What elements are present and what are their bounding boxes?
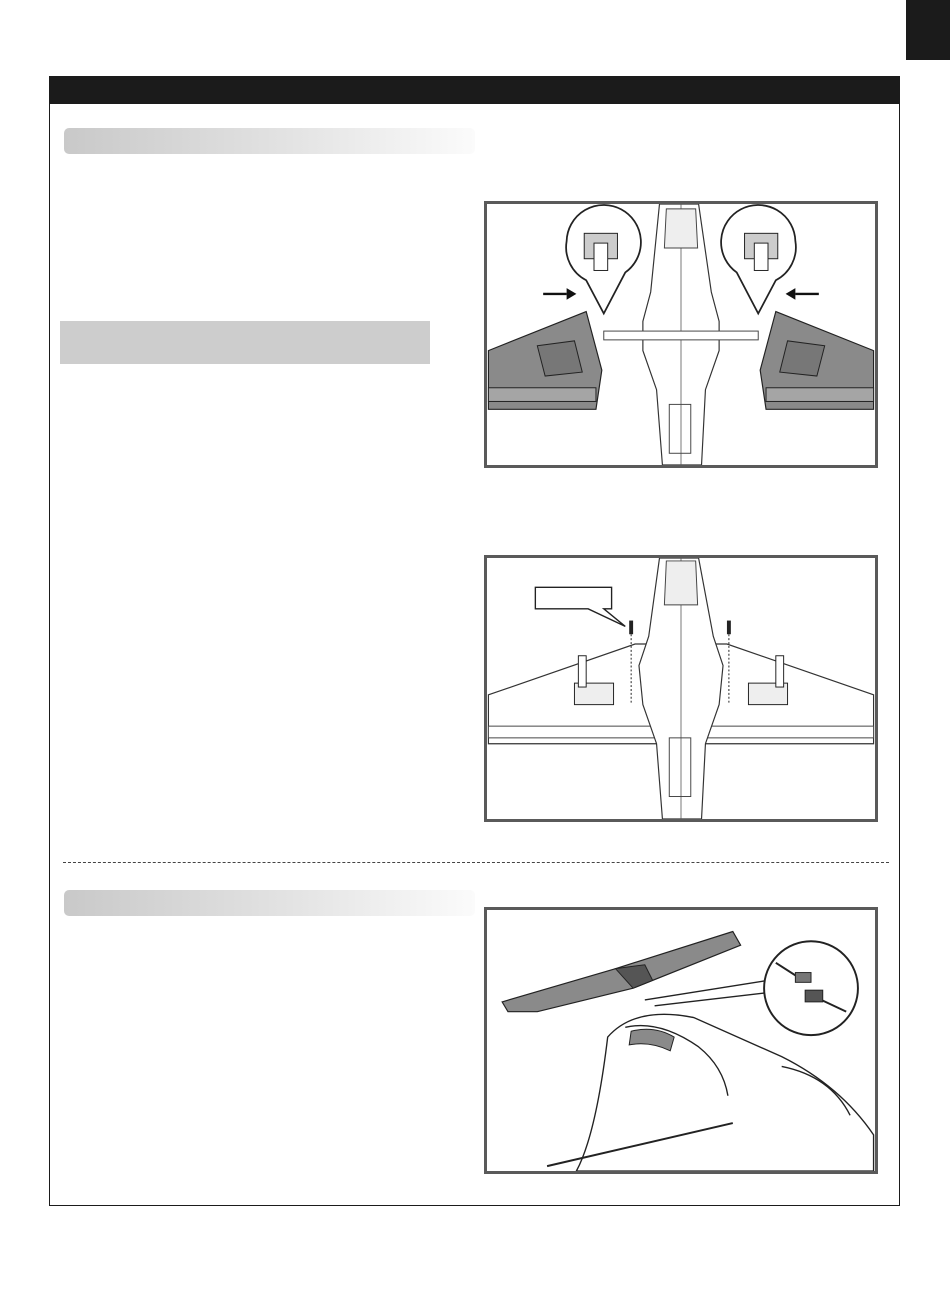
figure-wing-connector xyxy=(484,907,878,1174)
figure-wing-install xyxy=(484,201,878,468)
wing-connector-illustration xyxy=(487,910,875,1171)
figure-wing-screws xyxy=(484,555,878,822)
wing-screws-illustration xyxy=(487,558,875,819)
section-header-bar xyxy=(49,76,900,104)
note-box xyxy=(60,321,430,364)
arrow-left-icon xyxy=(786,288,819,300)
arrow-right-icon xyxy=(543,288,576,300)
subheading-bar-1 xyxy=(64,128,475,154)
section-divider xyxy=(63,862,889,863)
wing-halves-insert-illustration xyxy=(487,204,875,465)
page-tab-marker xyxy=(906,0,950,60)
subheading-bar-2 xyxy=(64,890,475,916)
